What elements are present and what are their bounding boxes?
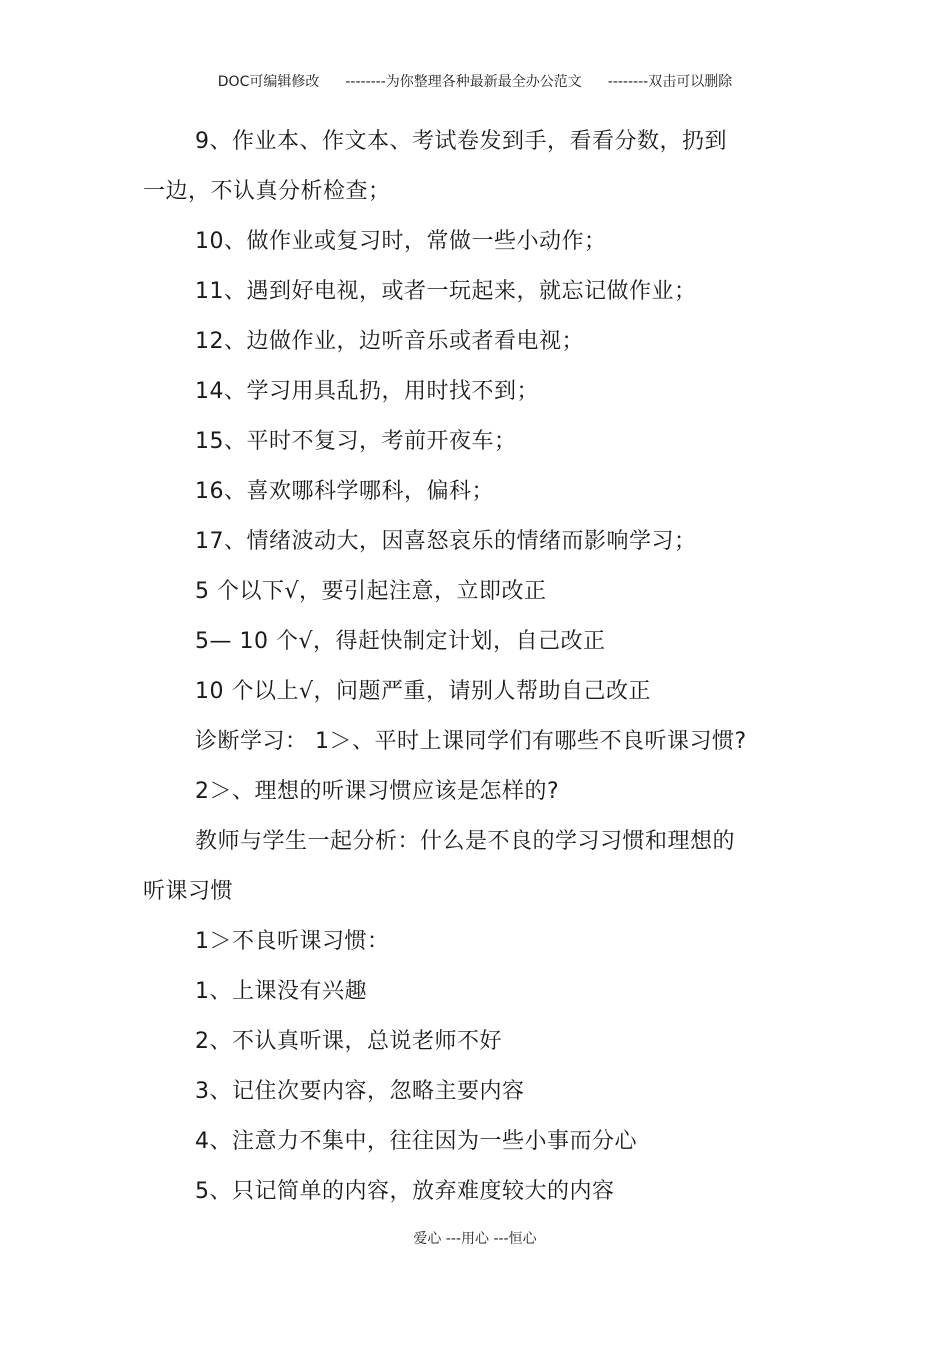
- header-delete-hint: --------双击可以删除: [607, 74, 733, 90]
- paragraph-line: 1、上课没有兴趣: [195, 979, 367, 1004]
- paragraph-line: 听课习惯: [143, 879, 234, 904]
- paragraph-line: 2＞、理想的听课习惯应该是怎样的?: [195, 779, 560, 804]
- paragraph-line: 5— 10 个√，得赶快制定计划，自己改正: [195, 629, 606, 654]
- paragraph-line: 2、不认真听课，总说老师不好: [195, 1029, 502, 1054]
- paragraph-line: 15、平时不复习，考前开夜车；: [195, 429, 517, 454]
- paragraph-line: 1＞不良听课习惯：: [195, 929, 390, 954]
- header-doc-label: DOC可编辑修改: [217, 74, 320, 90]
- paragraph-line: 10、做作业或复习时，常做一些小动作；: [195, 229, 607, 254]
- header-collection-label: --------为你整理各种最新最全办公范文: [345, 74, 582, 90]
- paragraph-line: 一边，不认真分析检查；: [143, 179, 391, 204]
- paragraph-line: 5、只记简单的内容，放弃难度较大的内容: [195, 1179, 615, 1204]
- paragraph-line: 16、喜欢哪科学哪科，偏科；: [195, 479, 494, 504]
- page-footer: 爱心 ---用心 ---恒心: [413, 1231, 537, 1247]
- paragraph-line: 9、作业本、作文本、考试卷发到手，看看分数，扔到: [195, 129, 727, 154]
- paragraph-line: 3、记住次要内容，忽略主要内容: [195, 1079, 525, 1104]
- paragraph-line: 12、边做作业，边听音乐或者看电视；: [195, 329, 584, 354]
- paragraph-line: 11、遇到好电视，或者一玩起来，就忘记做作业；: [195, 279, 697, 304]
- paragraph-line: 4、注意力不集中，往往因为一些小事而分心: [195, 1129, 637, 1154]
- page-header: [0, 72, 950, 92]
- paragraph-line: 教师与学生一起分析：什么是不良的学习习惯和理想的: [195, 829, 736, 854]
- paragraph-line: 10 个以上√，问题严重，请别人帮助自己改正: [195, 679, 652, 704]
- paragraph-line: 17、情绪波动大，因喜怒哀乐的情绪而影响学习；: [195, 529, 697, 554]
- paragraph-line: 诊断学习： 1＞、平时上课同学们有哪些不良听课习惯?: [195, 729, 747, 754]
- document-body: [143, 117, 768, 1217]
- paragraph-line: 14、学习用具乱扔，用时找不到；: [195, 379, 539, 404]
- paragraph-line: 5 个以下√，要引起注意，立即改正: [195, 579, 547, 604]
